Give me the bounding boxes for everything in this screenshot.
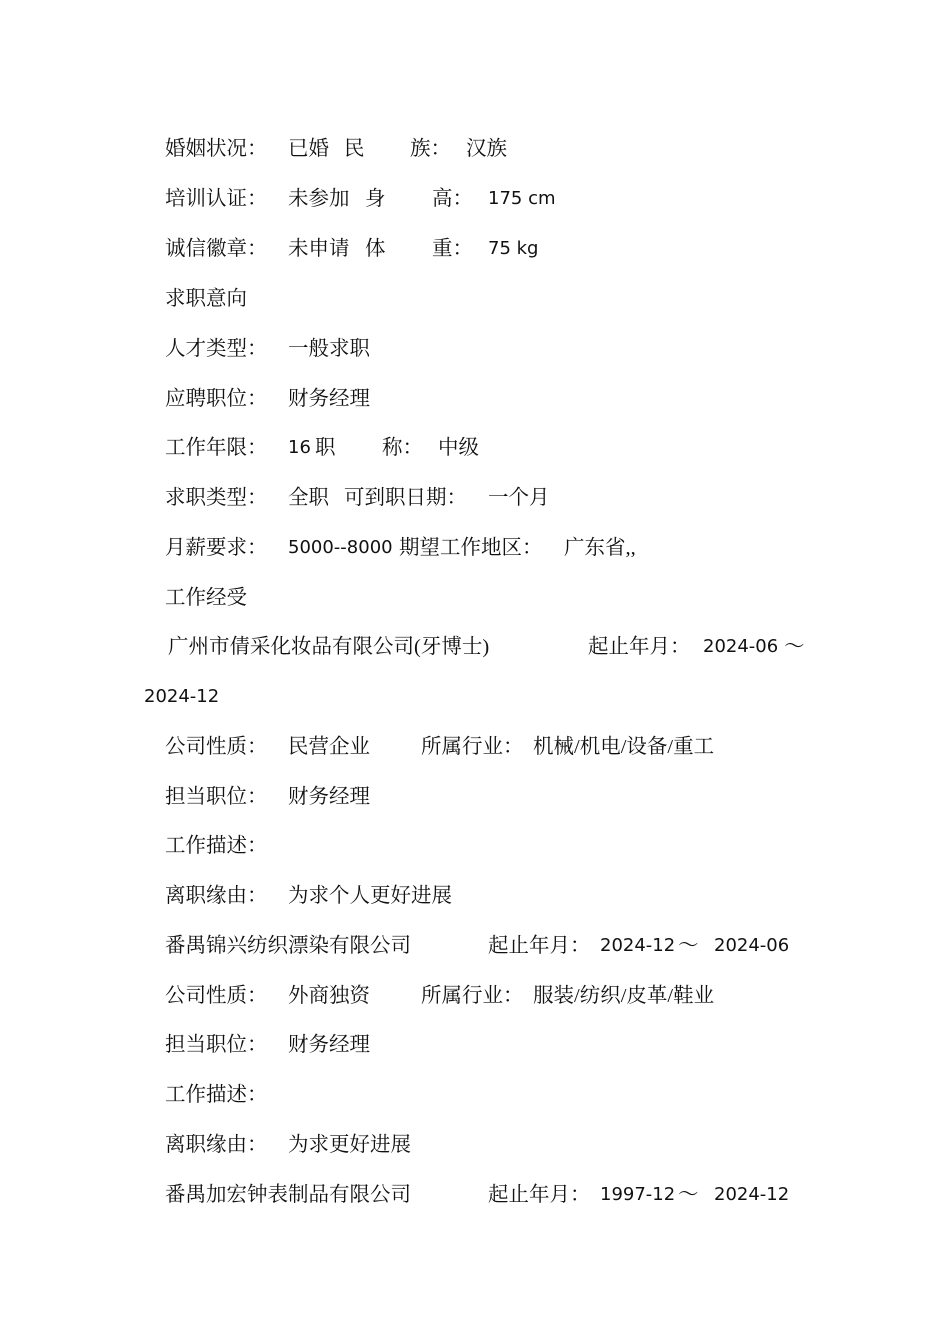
job-2-role-value: 财务经理 [288,1034,370,1056]
job-3-company: 番禺加宏钟表制品有限公司 [165,1184,411,1206]
job-1-nature-value: 民营企业 [288,736,370,758]
job-1-role-label: 担当职位： [165,786,268,808]
job-3-period-end: 2024-12 [714,1184,790,1205]
ethnicity-label-b: 族： [410,138,451,160]
training-label: 培训认证： [165,188,268,210]
job-3-period-label: 起止年月： [488,1184,591,1206]
job-2-period-end: 2024-06 [714,935,790,956]
talent-type-value: 一般求职 [288,338,370,360]
height-label-b: 高： [432,188,473,210]
integrity-label: 诚信徽章： [165,238,268,260]
job-1-leave-label: 离职缘由： [165,885,268,907]
years-value: 16 [288,437,311,458]
job-2-leave-label: 离职缘由： [165,1134,268,1156]
position-label: 应聘职位： [165,388,268,410]
job-2-nature-label: 公司性质： [165,985,268,1007]
job-2-period-label: 起止年月： [488,935,591,957]
job-2-leave-value: 为求更好进展 [288,1134,411,1156]
salary-value: 5000--8000 [288,537,393,558]
job-2-company: 番禺锦兴纺织漂染有限公司 [165,935,411,957]
start-date-value: 一个月 [488,487,550,509]
job-1-industry-label: 所属行业： [421,736,524,758]
integrity-value: 未申请 [288,238,350,260]
height-value: 175 cm [488,188,556,209]
marital-label: 婚姻状况： [165,138,268,160]
weight-label-b: 重： [432,238,473,260]
position-value: 财务经理 [288,388,370,410]
job-1-role-value: 财务经理 [288,786,370,808]
years-label: 工作年限： [165,437,268,459]
region-label: 期望工作地区： [399,537,543,559]
talent-type-label: 人才类型： [165,338,268,360]
ethnicity-label-a: 民 [344,138,365,160]
job-2-desc-label: 工作描述： [165,1084,268,1106]
job-1-company: 广州市倩采化妆品有限公司(牙博士) [168,636,490,658]
job-1-desc-label: 工作描述： [165,835,268,857]
job-2-period-sep: ～ [678,935,699,957]
title-label-b: 称： [382,437,423,459]
job-2-nature-value: 外商独资 [288,985,370,1007]
job-1-industry-value: 机械/机电/设备/重工 [533,736,715,758]
title-value: 中级 [438,437,479,459]
job-1-period-sep: ～ [784,636,805,658]
weight-label-a: 体 [365,238,386,260]
job-type-label: 求职类型： [165,487,268,509]
marital-value: 已婚 [288,138,329,160]
intent-heading: 求职意向 [165,288,247,310]
training-value: 未参加 [288,188,350,210]
job-1-period-label: 起止年月： [588,636,691,658]
region-value: 广东省,, [564,537,636,559]
job-type-value: 全职 [288,487,329,509]
job-2-industry-value: 服装/纺织/皮革/鞋业 [533,985,715,1007]
start-date-label: 可到职日期： [344,487,467,509]
job-2-period-start: 2024-12 [600,935,676,956]
job-3-period-sep: ～ [678,1184,699,1206]
job-1-leave-value: 为求个人更好进展 [288,885,452,907]
job-1-nature-label: 公司性质： [165,736,268,758]
title-label-a: 职 [315,437,336,459]
salary-label: 月薪要求： [165,537,268,559]
job-1-period-start: 2024-06 [703,636,779,657]
job-2-role-label: 担当职位： [165,1034,268,1056]
experience-heading: 工作经受 [165,587,247,609]
weight-value: 75 kg [488,238,539,259]
ethnicity-value: 汉族 [466,138,507,160]
height-label-a: 身 [365,188,386,210]
job-3-period-start: 1997-12 [600,1184,676,1205]
job-1-period-end: 2024-12 [144,686,220,707]
job-2-industry-label: 所属行业： [421,985,524,1007]
